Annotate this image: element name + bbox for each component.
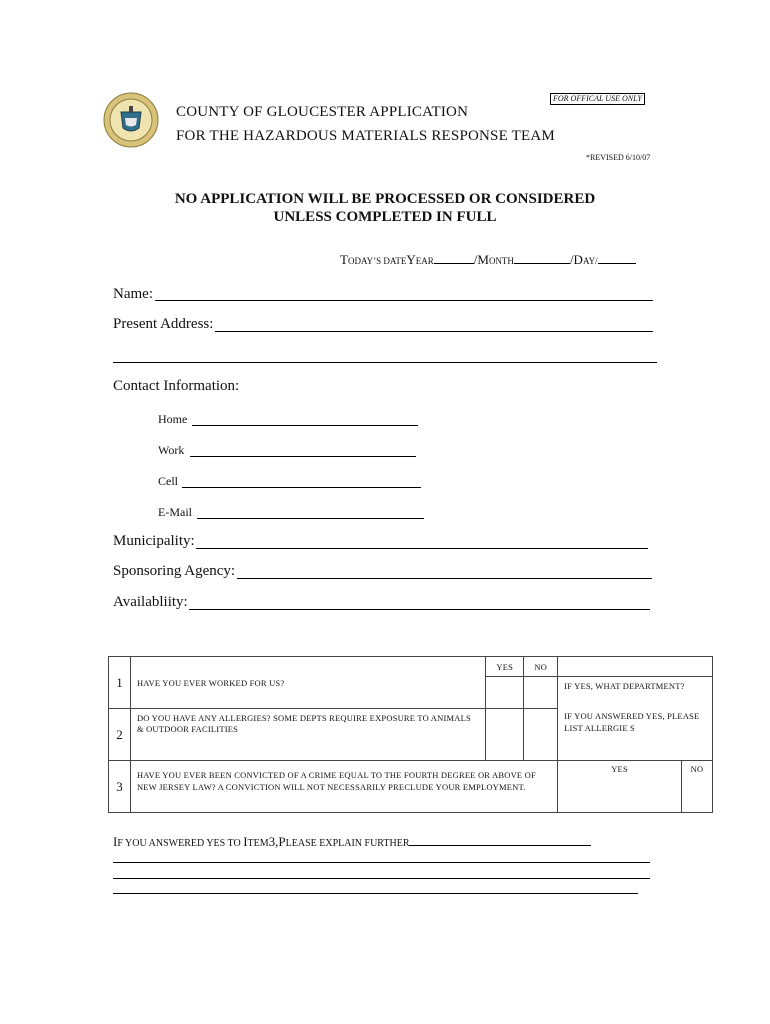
official-use-box: FOR OFFICAL USE ONLY xyxy=(550,93,645,105)
county-seal xyxy=(103,92,159,148)
no-header: NO xyxy=(524,657,558,677)
work-phone-field[interactable] xyxy=(190,456,416,457)
row-2-number: 2 xyxy=(109,709,131,761)
row-2-yes-box[interactable] xyxy=(486,709,524,761)
address-field[interactable] xyxy=(215,331,653,332)
explain-field-inline[interactable] xyxy=(409,835,591,846)
row-3-number: 3 xyxy=(109,761,131,813)
contact-label: Contact Information: xyxy=(113,378,240,394)
row-3-no-box[interactable]: NO xyxy=(681,761,712,813)
explain-line-1[interactable] xyxy=(113,862,650,863)
municipality-field[interactable] xyxy=(196,548,648,549)
name-label: Name: xyxy=(113,286,153,302)
address-label: Present Address: xyxy=(113,316,214,332)
row-1-question: HAVE YOU EVER WORKED FOR US? xyxy=(130,657,485,709)
home-phone-field[interactable] xyxy=(192,425,418,426)
municipality-label: Municipality: xyxy=(113,533,195,549)
row-1-no-box[interactable] xyxy=(524,677,558,709)
questions-table xyxy=(108,656,713,813)
row-2-question: DO YOU HAVE ANY ALLERGIES? SOME DEPTS REQUIRE EXPOSURE TO ANIMALS & OUTDOOR FACILITIES xyxy=(130,709,485,761)
cell-phone-field[interactable] xyxy=(182,487,421,488)
email-field[interactable] xyxy=(197,518,424,519)
email-label: E-Mail xyxy=(158,505,192,519)
explain-line-3[interactable] xyxy=(113,893,638,894)
sponsoring-agency-label: Sponsoring Agency: xyxy=(113,563,236,579)
warning-line-2: UNLESS COMPLETED IN FULL xyxy=(273,209,497,225)
explain-line-2[interactable] xyxy=(113,878,650,879)
address-field-line-2[interactable] xyxy=(113,362,657,363)
sponsoring-agency-field[interactable] xyxy=(237,578,652,579)
revised-note: *REVISED 6/10/07 xyxy=(586,153,651,162)
yes-header: YES xyxy=(486,657,524,677)
cell-label: Cell xyxy=(158,474,178,488)
title-line-2: FOR THE HAZARDOUS MATERIALS RESPONSE TEAM xyxy=(176,128,555,144)
row-3-question: HAVE YOU EVER BEEN CONVICTED OF A CRIME EQUAL TO THE FOURTH DEGREE OR ABOVE OF NEW JERSEY LAW? A CONVICTION WILL NOT NECESSARILY PRECLUDE YOUR EMPLOYMENT. xyxy=(130,761,557,813)
availability-field[interactable] xyxy=(189,609,650,610)
month-field[interactable] xyxy=(514,253,570,264)
row-2-no-box[interactable] xyxy=(524,709,558,761)
row-1-yes-box[interactable] xyxy=(486,677,524,709)
explain-prompt: IF YOU ANSWERED YES TO ITEM3,PLEASE EXPLAIN FURTHER xyxy=(113,834,591,850)
year-field[interactable] xyxy=(434,253,474,264)
row-1-number: 1 xyxy=(109,657,131,709)
warning-line-1: NO APPLICATION WILL BE PROCESSED OR CONSIDERED xyxy=(174,191,596,207)
day-field[interactable] xyxy=(598,253,636,264)
work-label: Work xyxy=(158,443,185,457)
home-label: Home xyxy=(158,412,188,426)
todays-date: TODAY’S DATEYEAR /MONTH /DAY/ xyxy=(340,252,636,268)
name-field[interactable] xyxy=(155,300,653,301)
availability-label: Availabliity: xyxy=(113,594,188,610)
row-1-note: IF YES, WHAT DEPARTMENT? xyxy=(558,677,713,709)
row-2-note: IF YOU ANSWERED YES, PLEASE LIST ALLERGIE S xyxy=(558,709,713,761)
title-line-1: COUNTY OF GLOUCESTER APPLICATION xyxy=(176,104,469,120)
row-3-yes-box[interactable]: YES xyxy=(558,761,682,813)
